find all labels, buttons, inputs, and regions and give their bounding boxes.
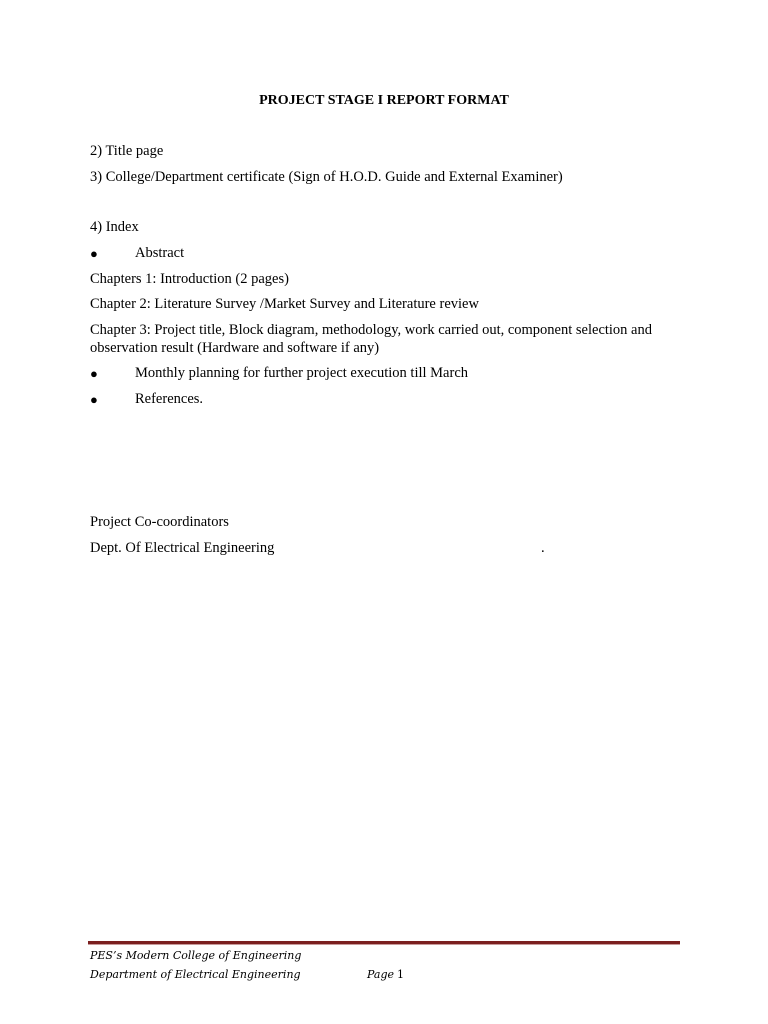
document-title: PROJECT STAGE I REPORT FORMAT	[259, 93, 509, 108]
footer-divider	[88, 941, 680, 945]
signature-role: Project Co-coordinators	[90, 514, 229, 530]
footer-department: Department of Electrical Engineering	[90, 968, 301, 981]
item-chapter-2: Chapter 2: Literature Survey /Market Survey and Literature review	[90, 296, 479, 312]
item-certificate: 3) College/Department certificate (Sign of H.O.D. Guide and External Examiner)	[90, 169, 563, 185]
item-chapter-3: Chapter 3: Project title, Block diagram, methodology, work carried out, component selection and observation result (Hardware and software if any)	[90, 322, 652, 356]
page-number: 1	[397, 968, 405, 981]
item-abstract: Abstract	[135, 245, 185, 261]
item-chapter-1: Chapters 1: Introduction (2 pages)	[90, 271, 289, 287]
signature-trailing-mark: .	[541, 540, 545, 556]
bullet-icon: ●	[90, 366, 98, 381]
item-title-page: 2) Title page	[90, 143, 164, 159]
page-word: Page	[367, 968, 395, 981]
item-references: References.	[135, 391, 204, 407]
bullet-icon: ●	[90, 246, 98, 261]
page-number-label	[367, 968, 404, 982]
bullet-icon: ●	[90, 392, 98, 407]
item-monthly-planning: Monthly planning for further project execution till March	[135, 365, 469, 381]
signature-dept: Dept. Of Electrical Engineering	[90, 540, 275, 556]
footer-college: PES’s Modern College of Engineering	[90, 949, 302, 962]
item-index: 4) Index	[90, 219, 139, 235]
